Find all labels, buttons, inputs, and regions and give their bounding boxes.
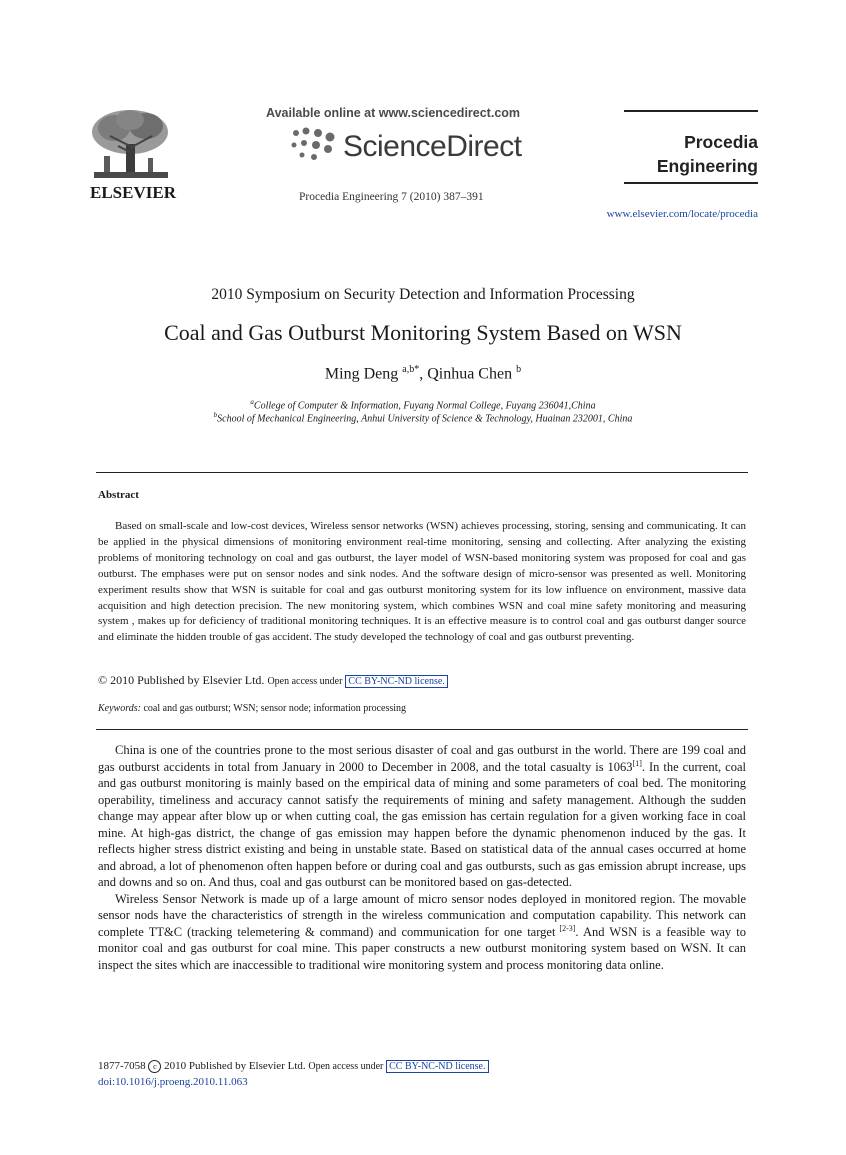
footer-license-link[interactable]: CC BY-NC-ND license. [386, 1060, 488, 1073]
symposium-name: 2010 Symposium on Security Detection and Information Processing [211, 286, 635, 303]
journal-title-rule-top [624, 110, 758, 112]
journal-title-rule-bottom [624, 182, 758, 184]
doi-link[interactable]: doi:10.1016/j.proeng.2010.11.063 [98, 1076, 248, 1088]
author-affil-mark: b [516, 364, 522, 375]
affiliation-text: School of Mechanical Engineering, Anhui University of Science & Technology, Huainan 232001, China [217, 413, 633, 425]
body-text-run: . And WSN is a feasible way to monitor coal and gas outburst for coal mine. This paper constructs a new outburst monitoring system based on WSN. It can inspect the sites which are inaccessible to traditional wire monitoring system and process monitoring data online. [98, 924, 746, 972]
keywords-text: coal and gas outburst; WSN; sensor node; information processing [140, 703, 407, 714]
citation-ref[interactable]: [2-3] [555, 923, 576, 933]
keywords-label: Keywords: [98, 703, 141, 714]
copyright-c-mark: c [148, 1060, 161, 1073]
copyright-text: © 2010 Published by Elsevier Ltd. [98, 673, 265, 687]
body-text-run: . In the current, coal and gas outburst monitoring is mainly based on the empirical data of mining and some parameters of coal bed. The monitoring operability, timeliness and accuracy cannot satisfy the requirements of mining and safety management. Although the sudden change may appear after blow up or when cutting coal, the gas emission has certain regulation for a given working face in coal mine. At high-gas district, the change of gas emission may happen before the dynamic phenomenon induced by the gas. It reflects higher stress district existing and being in unstable state. Based on statistical data of the annual cases occurred at home and abroad, a lot of phenomenon often happen before or during coal and gas outbursts, such as gas emission abrupt increase, ups and downs and so on. And thus, coal and gas outburst can be monitored based on gas-detected. [98, 759, 746, 889]
affiliation-mark: b [213, 411, 218, 419]
abstract-copyright [98, 673, 448, 688]
issn: 1877-7058 [98, 1060, 146, 1072]
citation-ref[interactable]: [1] [632, 758, 642, 768]
abstract-text: Based on small-scale and low-cost devices, Wireless sensor networks (WSN) achieves processing, storing, sensing and communicating. It can be applied in the physical dimensions of monitoring environment real-time monitoring, sensing and collecting. After analyzing the existing problems of monitoring technology on coal and gas outburst, the layer model of WSN-based monitoring system was proposed for coal and gas outburst. The emphases were put on sensor nodes and sink nodes. And the software design of micro-sensor was presented as well. Monitoring experiment results show that WSN is suitable for coal and gas outburst monitoring system for its low influence on environment, massive data acquisition and high detection precision. The new monitoring system, which combines WSN and coal mine safety monitoring and measuring system , makes up for deficiency of traditional monitoring techniques. It is an effective measure is to control coal and gas outburst danger source and eliminate the hidden trouble of gas accident. The study developed the technology of coal and gas outburst preventing. [98, 520, 746, 644]
author-affil-mark: a,b* [402, 364, 420, 375]
sciencedirect-dots-icon [288, 127, 338, 163]
author-separator: , [419, 365, 428, 383]
journal-name [624, 130, 758, 178]
abstract-rule-bottom [96, 729, 748, 730]
affiliation-text: College of Computer & Information, Fuyang Normal College, Fuyang 236041,China [253, 400, 596, 412]
journal-name-line1: Procedia [684, 132, 758, 152]
license-link[interactable]: CC BY-NC-ND license. [345, 675, 447, 688]
body-paragraph [98, 742, 746, 891]
elsevier-tree-logo [84, 106, 176, 184]
footer-published: 2010 Published by Elsevier Ltd. [161, 1060, 306, 1072]
journal-citation: Procedia Engineering 7 (2010) 387–391 [299, 191, 484, 203]
open-access-text: Open access under [267, 676, 343, 687]
keywords [98, 703, 406, 714]
body-text-run: China is one of the countries prone to the most serious disaster of coal and gas outburst in the world. There are 199 coal and gas outburst accidents in total from January in 2000 to December in 2008, and the total casualty is 1063 [98, 743, 746, 774]
abstract-rule-top [96, 472, 748, 473]
abstract-heading: Abstract [98, 489, 139, 501]
footer-open-access: Open access under [308, 1061, 384, 1072]
author-name: Ming Deng [324, 365, 399, 383]
body-paragraph [98, 891, 746, 974]
author-list [0, 364, 846, 383]
journal-name-line2: Engineering [656, 156, 758, 176]
author-name: Qinhua Chen [427, 365, 513, 383]
available-online-text[interactable]: Available online at www.sciencedirect.com [266, 106, 521, 120]
affiliation-b [0, 411, 846, 424]
body-text-run: Wireless Sensor Network is made up of a large amount of micro sensor nodes deployed in monitored region. The movable sensor nods have the characteristics of strength in the wireless communication and computation capability. This network can complete TT&C (tracking telemetering & command) and communication for one target [98, 891, 746, 939]
footer-issn-line [98, 1060, 489, 1073]
publisher-logo-text: ELSEVIER [90, 183, 176, 202]
affiliation-a [0, 398, 846, 411]
body-text [98, 742, 746, 973]
affiliation-mark: a [250, 398, 254, 406]
journal-url-link[interactable]: www.elsevier.com/locate/procedia [606, 208, 758, 220]
paper-title: Coal and Gas Outburst Monitoring System Based on WSN [164, 320, 682, 345]
sciencedirect-logo-text: ScienceDirect [343, 130, 522, 163]
